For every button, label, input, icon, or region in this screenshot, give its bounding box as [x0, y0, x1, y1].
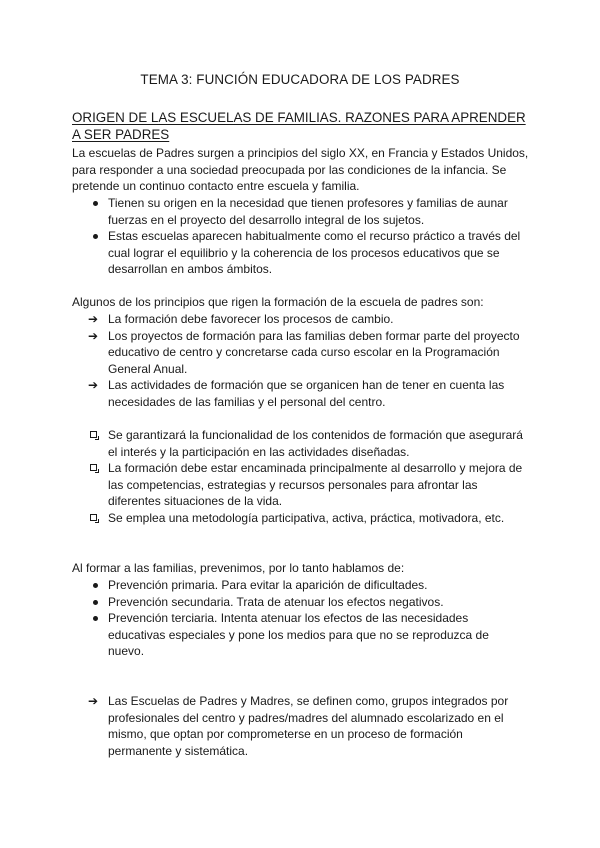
list-item-text: Prevención primaria. Para evitar la aparición de dificultades. [108, 578, 428, 592]
principles-arrow-list [88, 311, 528, 411]
arrow-right-icon: ➔ [88, 312, 99, 326]
list-item-text: Prevención secundaria. Trata de atenuar los efectos negativos. [108, 594, 444, 609]
intro-paragraph: La escuelas de Padres surgen a principios del siglo XX, en Francia y Estados Unidos, para responder a una sociedad preocupada por las condiciones de la infancia. Se pretende un continuo contacto entre escuela y familia. [72, 146, 529, 194]
arrow-right-icon: ➔ [88, 328, 99, 343]
list-item [88, 195, 528, 228]
list-item [88, 594, 528, 611]
arrow-right-icon: ➔ [88, 378, 99, 393]
list-item [88, 427, 528, 460]
list-item-text: Se emplea una metodología participativa, activa, práctica, motivadora, etc. [108, 510, 505, 525]
bullet-dot-icon [93, 616, 98, 621]
prevention-intro: Al formar a las familias, prevenimos, por lo tanto hablamos de: [72, 561, 405, 575]
list-item [88, 311, 528, 328]
list-item-text: Las actividades de formación que se organicen han de tener en cuenta las necesidades de las familias y el personal del centro. [108, 378, 505, 409]
list-item [88, 328, 528, 378]
list-item-text: Los proyectos de formación para las familias deben formar parte del proyecto educativo de centro y concretarse cada curso escolar en la Programación General Anual. [108, 328, 520, 376]
square-bullet-icon [90, 431, 97, 438]
list-item [88, 460, 528, 510]
list-item-text: Las Escuelas de Padres y Madres, se definen como, grupos integrados por profesionales del centro y padres/madres del alumnado escolarizado en el mismo, que optan por comprometerse en un proceso de formación permanente y sistemática. [108, 694, 509, 758]
origin-bullet-list [88, 195, 528, 278]
principles-intro: Algunos de los principios que rigen la formación de la escuela de padres son: [72, 295, 484, 309]
list-item [88, 610, 528, 660]
list-item-text: Tienen su origen en la necesidad que tienen profesores y familias de aunar fuerzas en el proyecto del desarrollo integral de los sujetos. [108, 196, 508, 227]
list-item-text: Prevención terciaria. Intenta atenuar los efectos de las necesidades educativas especiales y pone los medios para que no se reproduzca de nuevo. [108, 611, 489, 659]
list-item [88, 510, 528, 527]
list-item-text: Se garantizará la funcionalidad de los contenidos de formación que asegurará el interés y la participación en las actividades diseñadas. [108, 428, 523, 459]
list-item-text: Estas escuelas aparecen habitualmente como el recurso práctico a través del cual lograr el equilibrio y la coherencia de los procesos educativos que se desarrollan en ambos ámbitos. [108, 229, 521, 277]
list-item-text: La formación debe favorecer los procesos de cambio. [108, 312, 394, 326]
arrow-right-icon: ➔ [88, 694, 99, 708]
square-bullet-icon [90, 464, 97, 471]
bullet-dot-icon [93, 201, 98, 206]
document-title: TEMA 3: FUNCIÓN EDUCADORA DE LOS PADRES [140, 72, 460, 87]
bullet-dot-icon [93, 600, 98, 605]
list-item [88, 377, 528, 410]
list-item-text: La formación debe estar encaminada principalmente al desarrollo y mejora de las competencias, estrategias y recursos personales para afrontar las diferentes situaciones de la vida. [108, 461, 523, 509]
square-bullet-icon [90, 514, 97, 521]
principles-checkbox-list [88, 427, 528, 527]
prevention-bullet-list [88, 577, 528, 660]
definition-arrow-list [88, 693, 528, 759]
list-item [88, 693, 528, 759]
bullet-dot-icon [93, 234, 98, 239]
section-heading: ORIGEN DE LAS ESCUELAS DE FAMILIAS. RAZONES PARA APRENDER A SER PADRES [72, 110, 526, 142]
bullet-dot-icon [93, 583, 98, 588]
list-item [88, 228, 528, 278]
list-item [88, 577, 528, 594]
